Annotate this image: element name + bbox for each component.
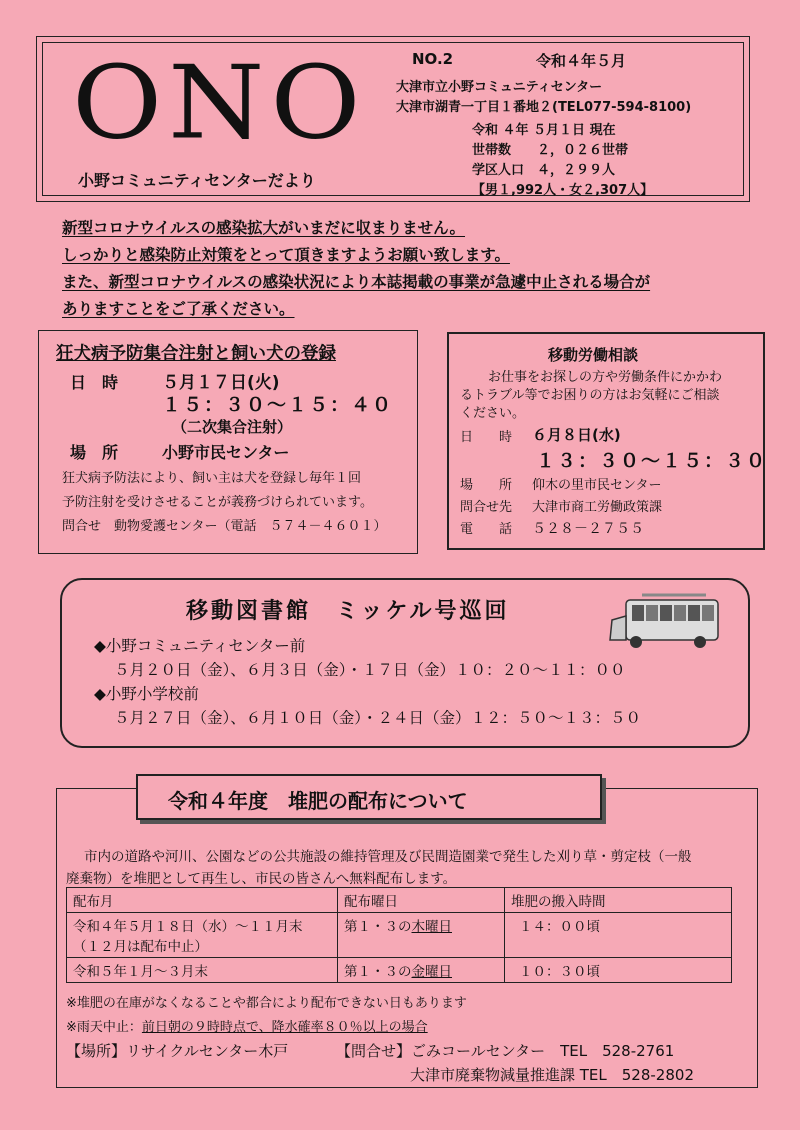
rabies-title: 狂犬病予防集合注射と飼い犬の登録 [56, 344, 336, 364]
rabies-desc: 予防注射を受けさせることが義務づけられています。 [62, 495, 373, 510]
labor-title: 移動労働相談 [548, 346, 639, 364]
rain-note-prefix: ※雨天中止： [66, 1020, 142, 1035]
stats-gender: 【男１,992人・女２,307人】 [472, 183, 654, 198]
library-stop-2-times: ５月２７日（金）、６月１０日（金）・２４日（金）１２：５０～１３：５０ [114, 709, 642, 727]
compost-place: 【場所】リサイクルセンター木戸 [66, 1042, 289, 1060]
labor-tel: ５２８－２７５５ [532, 521, 644, 537]
compost-contact: 【問合せ】ごみコールセンター TEL 528-2761 [336, 1042, 675, 1060]
compost-note [66, 1016, 428, 1035]
day-weekday: 金曜日 [411, 964, 452, 980]
issue-date: 令和４年５月 [536, 52, 627, 70]
compost-title: 令和４年度 堆肥の配布について [168, 789, 468, 813]
labor-desc: ください。 [460, 406, 526, 421]
day-prefix: 第１・３の [344, 964, 412, 980]
issue-number: NO.2 [412, 50, 454, 68]
library-stop-1: ◆小野コミュニティセンター前 [94, 637, 306, 655]
labor-date: ６月８日(水) [532, 426, 621, 444]
notice-line: しっかりと感染防止対策をとって頂きますようお願い致します。 [62, 246, 510, 264]
notice-line: また、新型コロナウイルスの感染状況により本誌掲載の事業が急遽中止される場合が [62, 273, 651, 291]
month-text: 令和４年５月１８日（水）～１１月末 [73, 919, 303, 935]
table-cell [338, 913, 505, 958]
table-cell [338, 958, 505, 983]
table-header-cell: 堆肥の搬入時間 [505, 888, 732, 913]
compost-intro: 市内の道路や河川、公園などの公共施設の維持管理及び民間造園業で発生した刈り草・剪定枝（一般 [84, 849, 692, 865]
stats-households: 世帯数 ２，０２６世帯 [472, 143, 629, 158]
rabies-desc: 狂犬病予防法により、飼い主は犬を登録し毎年１回 [62, 471, 362, 486]
rabies-date: ５月１７日(火) [162, 373, 280, 393]
center-name: 大津市立小野コミュニティセンター [396, 80, 603, 95]
labor-time: １３：３０～１５：３０ [536, 450, 768, 472]
labor-contact: 大津市商工労働政策課 [532, 500, 663, 515]
compost-note: ※堆肥の在庫がなくなることや都合により配布できない日もあります [66, 996, 467, 1011]
stats-as-of: 令和 ４年 ５月１日 現在 [472, 123, 616, 138]
day-prefix: 第１・３の [344, 919, 412, 935]
masthead-logo: ONO [72, 43, 367, 162]
rabies-time: １５：３０～１５：４０ [162, 394, 394, 416]
table-cell: １０：３０頃 [505, 958, 732, 983]
labor-place: 仰木の里市民センター [532, 478, 662, 493]
table-cell: １４：００頃 [505, 913, 732, 958]
labor-contact-label: 問合せ先 [460, 500, 513, 515]
compost-contact-2: 大津市廃棄物減量推進課 TEL 528-2802 [410, 1066, 694, 1084]
month-note: （１２月は配布中止） [73, 939, 208, 955]
table-row [67, 913, 732, 958]
table-header-cell: 配布曜日 [338, 888, 505, 913]
compost-schedule-table [66, 887, 732, 983]
labor-desc: お仕事をお探しの方や労働条件にかかわ [488, 370, 723, 385]
labor-tel-label: 電 話 [460, 522, 513, 537]
rabies-date-label: 日 時 [70, 373, 119, 392]
bookmobile-bus-icon [606, 592, 726, 654]
library-title: 移動図書館 ミッケル号巡回 [186, 599, 510, 624]
day-weekday: 木曜日 [411, 919, 452, 935]
table-header-cell: 配布月 [67, 888, 338, 913]
masthead-subtitle: 小野コミュニティセンターだより [78, 171, 316, 190]
table-cell [67, 913, 338, 958]
rabies-place: 小野市民センター [162, 443, 290, 462]
center-address: 大津市湖青一丁目１番地２(TEL077-594-8100) [396, 100, 692, 115]
notice-line: ありますことをご了承ください。 [62, 300, 295, 318]
rabies-note: （二次集合注射） [172, 418, 293, 436]
labor-desc: るトラブル等でお困りの方はお気軽にご相談 [460, 388, 720, 403]
notice-line: 新型コロナウイルスの感染拡大がいまだに収まりません。 [62, 219, 466, 237]
table-row [67, 958, 732, 983]
stats-population: 学区人口 ４，２９９人 [472, 163, 616, 178]
rabies-place-label: 場 所 [70, 443, 119, 462]
rabies-contact: 問合せ 動物愛護センター（電話 ５７４－４６０１） [62, 519, 387, 534]
library-stop-2: ◆小野小学校前 [94, 685, 199, 703]
rain-note-condition: 前日朝の９時時点で、降水確率８０％以上の場合 [141, 1020, 428, 1035]
compost-intro: 廃棄物）を堆肥として再生し、市民の皆さんへ無料配布します。 [66, 871, 457, 887]
table-cell: 令和５年１月～３月末 [67, 958, 338, 983]
table-header-row [67, 888, 732, 913]
library-stop-1-times: ５月２０日（金）、６月３日（金）・１７日（金）１０：２０～１１：００ [114, 661, 626, 679]
labor-date-label: 日 時 [460, 430, 513, 445]
labor-place-label: 場 所 [460, 478, 513, 493]
